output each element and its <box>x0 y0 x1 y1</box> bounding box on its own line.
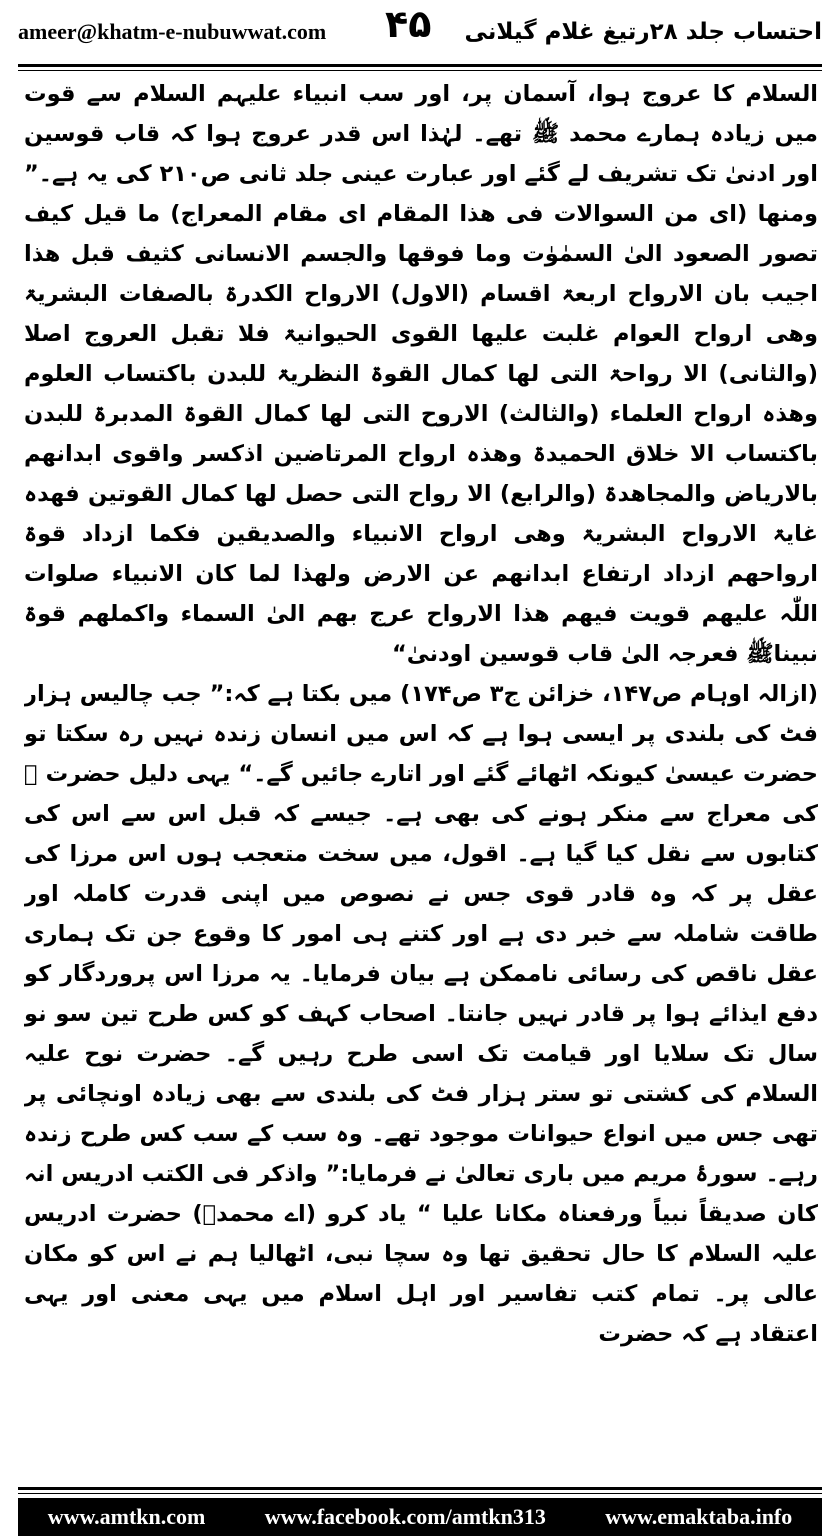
footer-rule <box>18 1487 822 1490</box>
footer-link-amtkn: www.amtkn.com <box>47 1504 206 1529</box>
footer-bar <box>18 1498 822 1536</box>
header-rule <box>18 64 822 67</box>
footer-link-facebook: www.facebook.com/amtkn313 <box>264 1504 546 1529</box>
footer-link-emaktaba: www.emaktaba.info <box>605 1504 793 1529</box>
footer-rule-thin <box>18 1493 822 1494</box>
header-rule-thin <box>18 70 822 71</box>
paragraph-urdu-commentary: (ازالہ اوہام ص۱۴۷، خزائن ج۳ ص۱۷۴) میں بکتا ہے کہ:” جب چالیس ہزار فٹ کی بلندی پر ایسی ہوا ہے کہ اس میں انسان زندہ نہیں رہ سکتا تو حضرت عیسیٰ کیونکہ اٹھائے گئے اور اتارے جائیں گے۔“ یہی دلیل حضرت ﷺ کی معراج سے منکر ہونے کی بھی ہے۔ جیسے کہ قبل اس سے اس کی کتابوں سے نقل کیا گیا ہے۔ اقول، میں سخت متعجب ہوں اس مرزا کی عقل پر کہ وہ قادر قوی جس نے نصوص میں اپنی قدرت کاملہ اور طاقت شاملہ سے خبر دی ہے اور کتنے ہی امور کا وقوع جن تک ہماری عقل ناقص کی رسائی ناممکن ہے بیان فرمایا۔ یہ مرزا اس پروردگار کو دفع ایذائے ہوا پر قادر نہیں جانتا۔ اصحاب کہف کو کس طرح تین سو نو سال تک سلایا اور قیامت تک اسی طرح رہیں گے۔ حضرت نوح علیہ السلام کی کشتی تو ستر ہزار فٹ کی بلندی سے بھی زیادہ اونچائی پر تھی جس میں انواع حیوانات موجود تھے۔ وہ سب کے سب کس طرح زندہ رہے۔ سورۂ مریم میں باری تعالیٰ نے فرمایا:” واذکر فی الکتب ادریس انہ کان صدیقاً نبیاً ورفعناہ مکانا علیا “ یاد کرو (اے محمدؐ) حضرت ادریس علیہ السلام کا حال تحقیق تھا وہ سچا نبی، اٹھالیا ہم نے اس کو مکان عالی پر۔ تمام کتب تفاسیر اور اہل اسلام میں یہی معنی اور یہی اعتقاد ہے کہ حضرت <box>24 681 818 1347</box>
page-body <box>24 74 818 1484</box>
running-title: احتساب جلد ۲۸رتیغ غلام گیلانی <box>464 19 822 45</box>
header-email: ameer@khatm-e-nubuwwat.com <box>18 19 327 44</box>
page-number: ۴۵ <box>385 2 432 46</box>
paragraph-arabic-quote: السلام کا عروج ہوا، آسمان پر، اور سب انبیاء علیہم السلام سے قوت میں زیادہ ہمارے محمد ﷺ تھے۔ لہٰذا اس قدر عروج ہوا کہ قاب قوسین اور ادنیٰ تک تشریف لے گئے اور عبارت عینی جلد ثانی ص۲۱۰ کی یہ ہے۔” ومنھا (ای من السوالات فی ھذا المقام ای مقام المعراج) ما قیل کیف تصور الصعود الیٰ السمٰوٰت وما فوقھا والجسم الانسانی کثیف قبل ھذا اجیب بان الارواح اربعۃ اقسام (الاول) الارواح الکدرۃ بالصفات البشریۃ وھی ارواح العوام غلبت علیھا القوی الحیوانیۃ فلا تقبل العروج اصلا (والثانی) الا رواحۃ التی لھا کمال القوۃ النظریۃ للبدن باکتساب العلوم وھذہ ارواح العلماء (والثالث) الاروح التی لھا کمال القوۃ المدبرۃ للبدن باکتساب الا خلاق الحمیدۃ وھذہ ارواح المرتاضین اذکسر واقوی ابدانھم بالاریاض والمجاھدۃ (والرابع) الا رواح التی حصل لھا کمال القوتین فھدہ غایۃ الارواح البشریۃ وھی ارواح الانبیاء والصدیقین فکما ازداد قوۃ ارواحھم ازداد ارتفاع ابدانھم عن الارض ولھذا لما کان الانبیاء صلوات اللّٰہ علیھم قویت فیھم ھذا الارواح عرج بھم الیٰ السماء واکملھم قوۃ نبیناﷺ فعرجہ الیٰ قاب قوسین اودنیٰ“ <box>24 81 818 667</box>
